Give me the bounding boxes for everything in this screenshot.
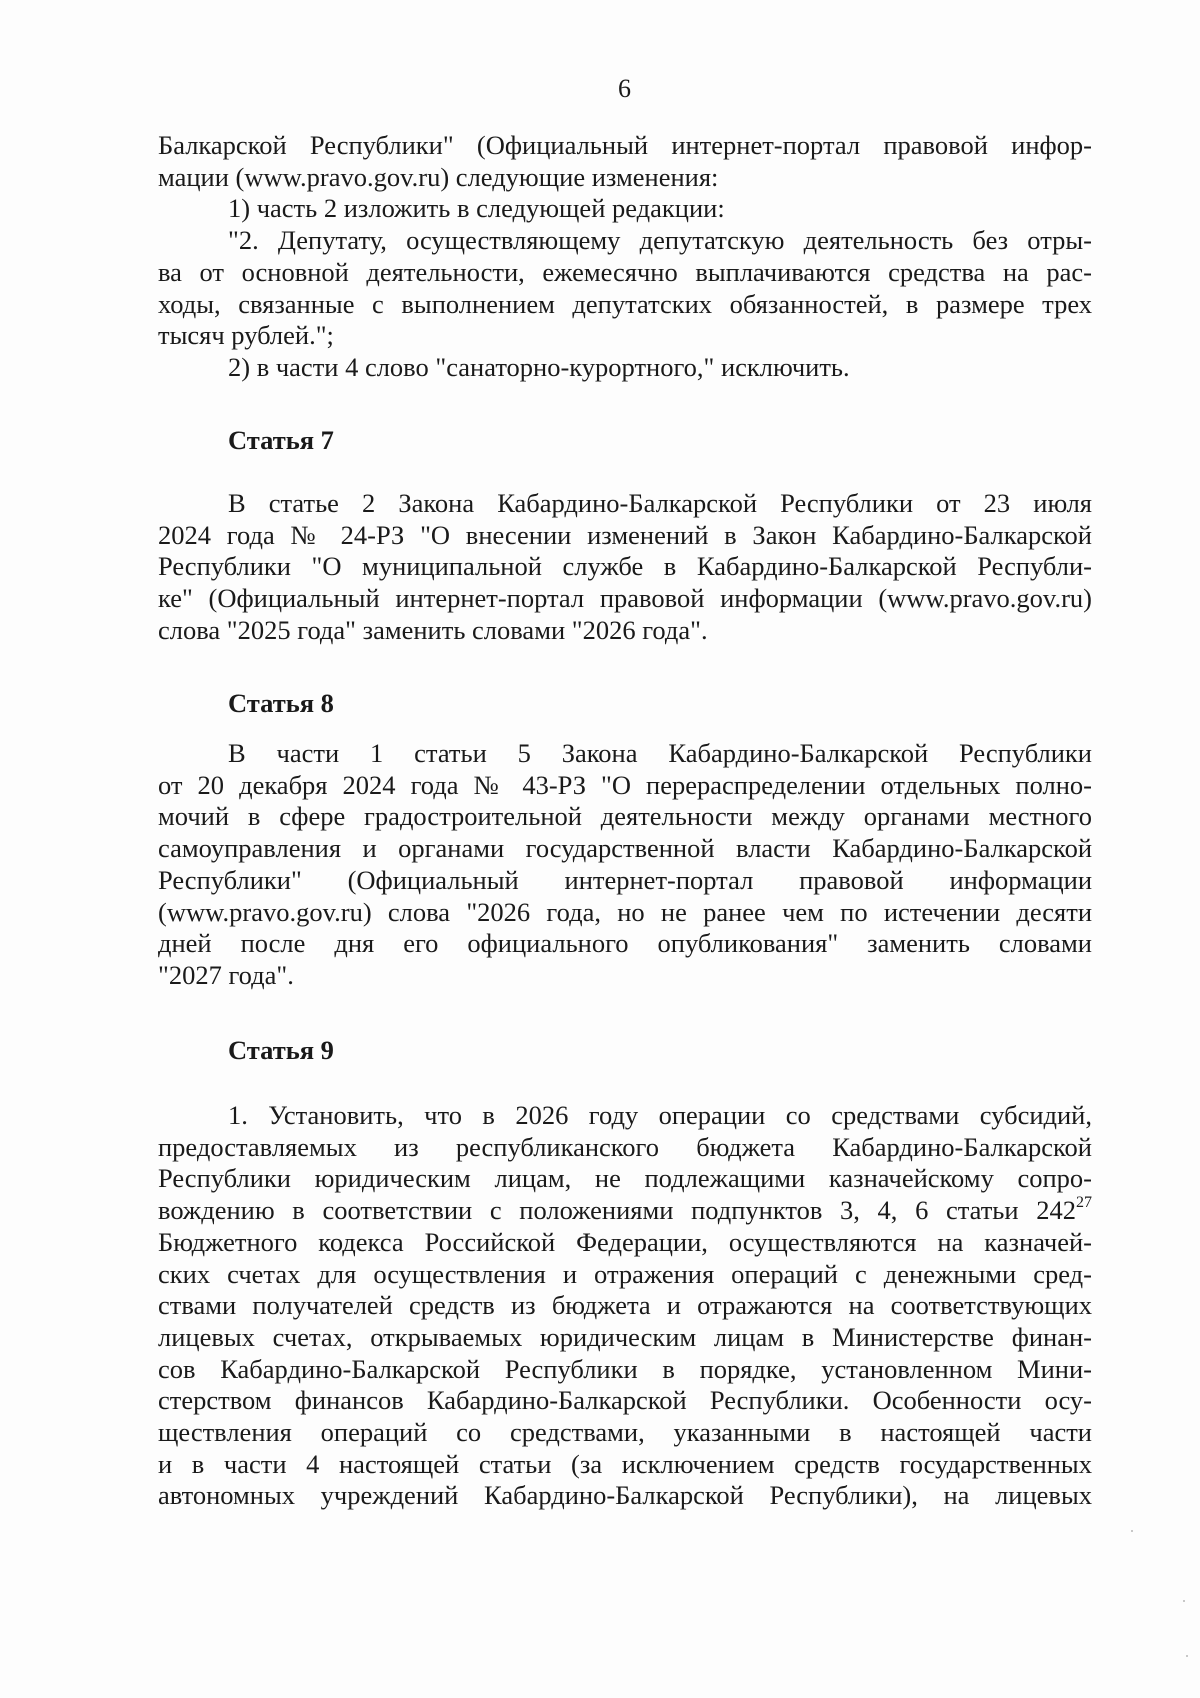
amendment-item-2: 2) в части 4 слово "санаторно-курортного," исключить. <box>228 351 850 382</box>
article-9-body <box>158 1100 1092 1512</box>
intro-section <box>158 130 1092 384</box>
article-9-line-5: Бюджетного кодекса Российской Федерации, осуществляются на казначей- <box>158 1226 1092 1257</box>
article-8-line-2: от 20 декабря 2024 года № 43-РЗ "О перераспределении отдельных полно- <box>158 769 1092 800</box>
article-number-superscript: 27 <box>1076 1194 1092 1212</box>
article-7-line-1: В статье 2 Закона Кабардино-Балкарской Республики от 23 июля <box>228 488 1092 518</box>
scan-speck <box>1183 1600 1185 1602</box>
quote-line-3: ходы, связанные с выполнением депутатских обязанностей, в размере трех <box>158 288 1092 319</box>
article-8-heading: Статья 8 <box>228 688 334 718</box>
article-9-line-8: лицевых счетах, открываемых юридическим лицам в Министерстве финан- <box>158 1321 1092 1352</box>
article-8-body <box>158 738 1092 992</box>
article-7-line-2: 2024 года № 24-РЗ "О внесении изменений в Закон Кабардино-Балкарской <box>158 519 1092 550</box>
article-9-heading: Статья 9 <box>228 1035 334 1065</box>
article-9-line-11: ществления операций со средствами, указанными в настоящей части <box>158 1417 1092 1448</box>
article-9-line-3: Республики юридическим лицам, не подлежащими казначейскому сопро- <box>158 1163 1092 1194</box>
article-7-body <box>158 488 1092 647</box>
article-7-line-3: Республики "О муниципальной службе в Кабардино-Балкарской Республи- <box>158 551 1092 582</box>
quote-line-4: тысяч рублей."; <box>158 320 334 351</box>
article-7-heading: Статья 7 <box>228 425 334 455</box>
article-9-line-4 <box>158 1195 1092 1227</box>
quote-line-1: "2. Депутату, осуществляющему депутатскую деятельность без отры- <box>228 225 1092 256</box>
article-9-line-13: автономных учреждений Кабардино-Балкарской Республики), на лицевых <box>158 1480 1092 1511</box>
article-9-line-6: ских счетах для осуществления и отражения операций с денежными сред- <box>158 1258 1092 1289</box>
page-number: 6 <box>618 74 631 103</box>
article-9-line-10: стерством финансов Кабардино-Балкарской Республики. Особенности осу- <box>158 1385 1092 1416</box>
article-8-line-8: "2027 года". <box>158 959 294 990</box>
article-8-line-6: (www.pravo.gov.ru) слова "2026 года, но не ранее чем по истечении десяти <box>158 896 1092 927</box>
article-8-line-1: В части 1 статьи 5 Закона Кабардино-Балкарской Республики <box>228 738 1092 768</box>
quote-line-2: ва от основной деятельности, ежемесячно выплачиваются средства на рас- <box>158 256 1092 287</box>
article-8-line-3: мочий в сфере градостроительной деятельности между органами местного <box>158 801 1092 832</box>
scan-speck <box>1186 1655 1188 1657</box>
article-9-line-1: 1. Установить, что в 2026 году операции со средствами субсидий, <box>228 1100 1092 1130</box>
intro-line-2: мации (www.pravo.gov.ru) следующие изменения: <box>158 161 719 192</box>
article-7-line-5: слова "2025 года" заменить словами "2026 года". <box>158 614 708 645</box>
article-9-line-9: сов Кабардино-Балкарской Республики в порядке, установленном Мини- <box>158 1353 1092 1384</box>
article-9-line-7: ствами получателей средств из бюджета и отражаются на соответствующих <box>158 1290 1092 1321</box>
article-8-line-5: Республики" (Официальный интернет-портал правовой информации <box>158 864 1092 895</box>
article-7-line-4: ке" (Официальный интернет-портал правовой информации (www.pravo.gov.ru) <box>158 583 1092 614</box>
article-9-line-4-text: вождению в соответствии с положениями подпунктов 3, 4, 6 статьи 242 <box>158 1195 1076 1226</box>
amendment-item-1: 1) часть 2 изложить в следующей редакции: <box>228 193 725 224</box>
scan-speck <box>1131 1530 1133 1532</box>
article-8-line-7: дней после дня его официального опубликования" заменить словами <box>158 928 1092 959</box>
article-8-line-4: самоуправления и органами государственной власти Кабардино-Балкарской <box>158 833 1092 864</box>
intro-line-1: Балкарской Республики" (Официальный интернет-портал правовой инфор- <box>158 130 1092 160</box>
article-9-line-2: предоставляемых из республиканского бюджета Кабардино-Балкарской <box>158 1131 1092 1162</box>
article-9-line-12: и в части 4 настоящей статьи (за исключением средств государственных <box>158 1448 1092 1479</box>
